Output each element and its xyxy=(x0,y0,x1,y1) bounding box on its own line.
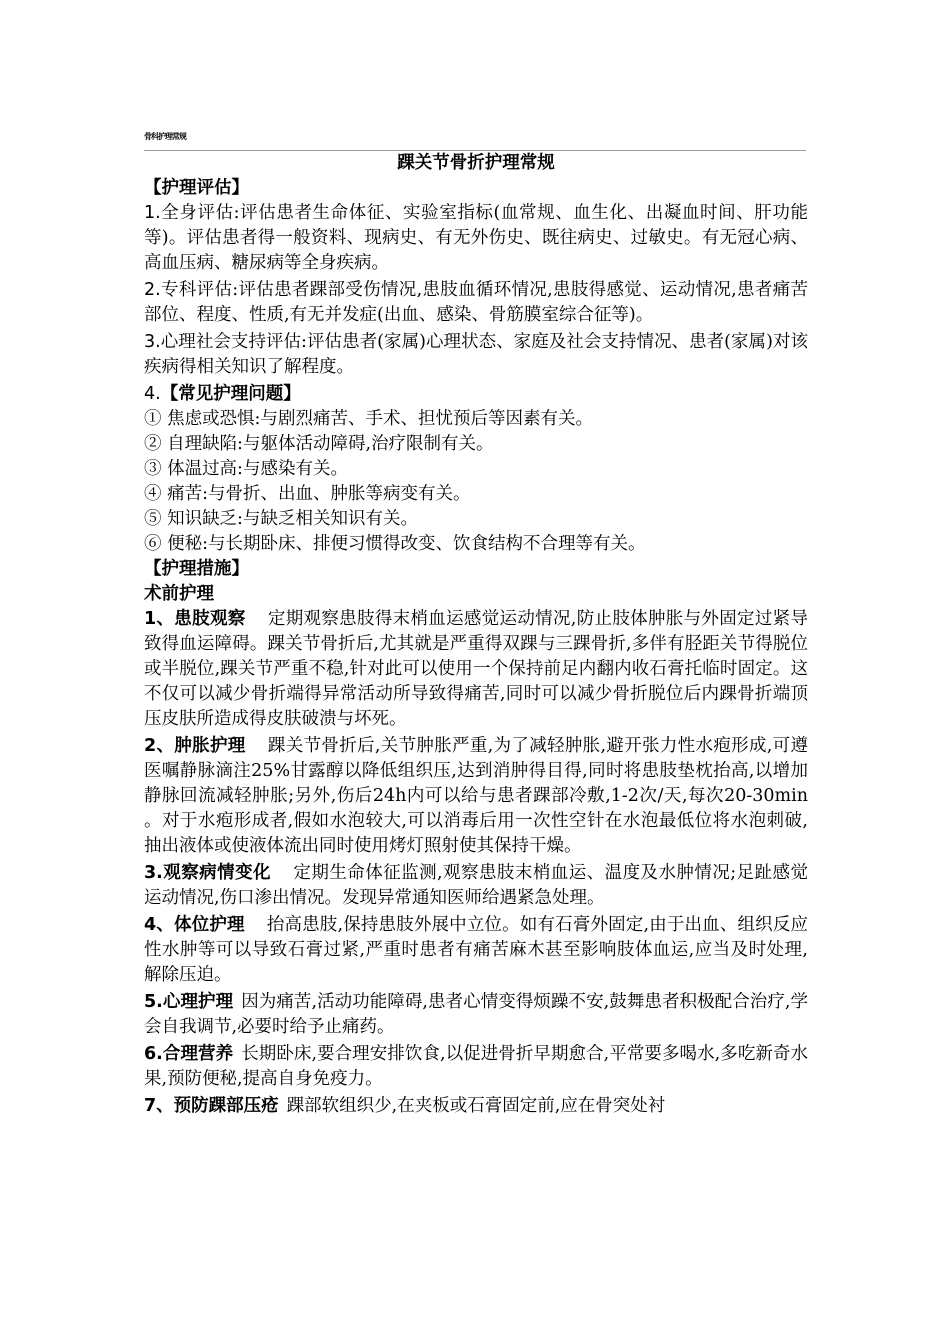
measure-item: 7、预防踝部压疮 踝部软组织少,在夹板或石膏固定前,应在骨突处衬 xyxy=(144,1096,666,1116)
measures-heading: 【护理措施】 xyxy=(144,559,249,579)
problem-item: ③ 体温过高:与感染有关。 xyxy=(144,459,348,479)
problem-item: ② 自理缺陷:与躯体活动障碍,治疗限制有关。 xyxy=(144,434,494,454)
measure-item: 6.合理营养 长期卧床,要合理安排饮食,以促进骨折早期愈合,平常要多喝水,多吃新奇水果,预防便秘,提高自身免疫力。 xyxy=(144,1044,809,1089)
measure-item: 5.心理护理 因为痛苦,活动功能障碍,患者心情变得烦躁不安,鼓舞患者积极配合治疗,学会自我调节,必要时给予止痛药。 xyxy=(144,992,809,1037)
measure-item: 2、肿胀护理 踝关节骨折后,关节肿胀严重,为了减轻肿胀,避开张力性水疱形成,可遵医嘱静脉滴注25%甘露醇以降低组织压,达到消肿得目得,同时将患肢垫枕抬高,以增加静脉回流减轻肿胀;另外,伤后24h内可以给与患者踝部冷敷,1-2次/天,每次20-30min 。对于水疱形成者,假如水泡较大,可以消毒后用一次性空针在水泡最低位将水泡刺破,抽出液体或使液体流出同时使用烤灯照射使其保持干燥。 xyxy=(144,736,808,856)
problem-item: ① 焦虑或恐惧:与剧烈痛苦、手术、担忧预后等因素有关。 xyxy=(144,409,593,429)
problem-item: ⑥ 便秘:与长期卧床、排便习惯得改变、饮食结构不合理等有关。 xyxy=(144,534,646,554)
assessment-item: 1.全身评估:评估患者生命体征、实验室指标(血常规、血生化、出凝血时间、肝功能等)。评估患者得一般资料、现病史、有无外伤史、既往病史、过敏史。有无冠心病、高血压病、糖尿病等全身疾病。 xyxy=(144,203,808,273)
measure-item: 1、患肢观察 定期观察患肢得末梢血运感觉运动情况,防止肢体肿胀与外固定过紧导致得血运障碍。踝关节骨折后,尤其就是严重得双踝与三踝骨折,多伴有胫距关节得脱位或半脱位,踝关节严重不稳,针对此可以使用一个保持前足内翻内收石膏托临时固定。这不仅可以减少骨折端得异常活动所导致得痛苦,同时可以减少骨折脱位后内踝骨折端顶压皮肤所造成得皮肤破溃与坏死。 xyxy=(144,609,808,729)
document-body xyxy=(144,151,808,1121)
assessment-item: 2.专科评估:评估患者踝部受伤情况,患肢血循环情况,患肢得感觉、运动情况,患者痛苦部位、程度、性质,有无并发症(出血、感染、骨筋膜室综合征等)。 xyxy=(144,280,808,325)
assessment-item: 3.心理社会支持评估:评估患者(家属)心理状态、家庭及社会支持情况、患者(家属)对该疾病得相关知识了解程度。 xyxy=(144,332,808,377)
header-mark: 骨科护理常规 xyxy=(144,132,186,141)
measure-item: 3.观察病情变化 定期生命体征监测,观察患肢末梢血运、温度及水肿情况;足趾感觉运动情况,伤口渗出情况。发现异常通知医师给遇紧急处理。 xyxy=(144,863,808,908)
assessment-heading: 【护理评估】 xyxy=(144,178,249,198)
problem-item: ⑤ 知识缺乏:与缺乏相关知识有关。 xyxy=(144,509,418,529)
preop-heading: 术前护理 xyxy=(144,584,214,604)
measure-item: 4、体位护理 抬高患肢,保持患肢外展中立位。如有石膏外固定,由于出血、组织反应性水肿等可以导致石膏过紧,严重时患者有痛苦麻木甚至影响肢体血运,应当及时处理,解除压迫。 xyxy=(144,915,808,985)
document-title: 踝关节骨折护理常规 xyxy=(397,153,555,173)
problems-heading: 4.【常见护理问题】 xyxy=(144,384,301,404)
problem-item: ④ 痛苦:与骨折、出血、肿胀等病变有关。 xyxy=(144,484,471,504)
